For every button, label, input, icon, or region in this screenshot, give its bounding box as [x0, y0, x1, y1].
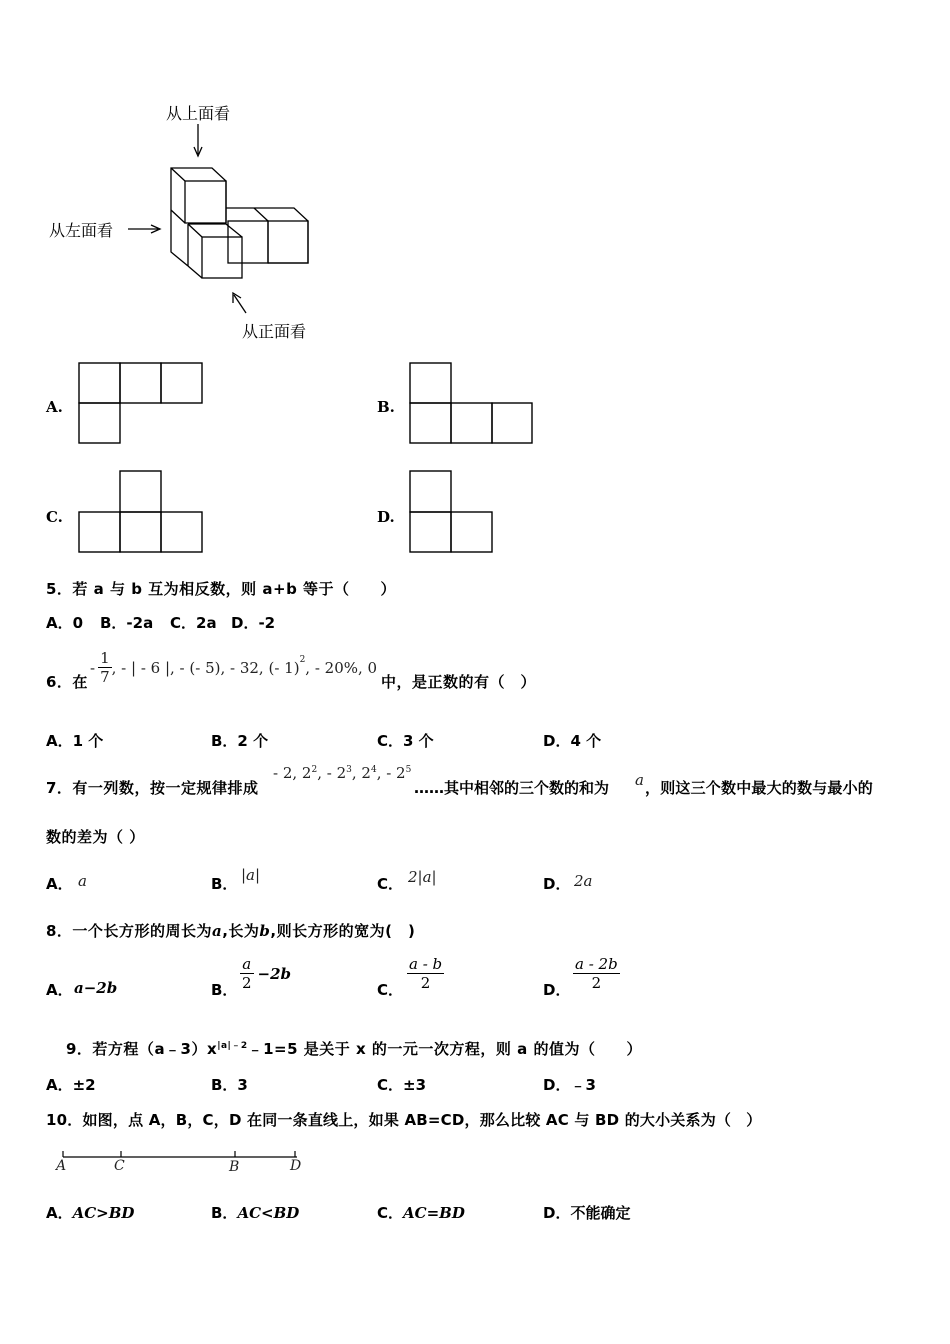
- q7-seq-3: , 2: [351, 764, 371, 782]
- q8-option-b-num: a: [242, 955, 252, 973]
- q4-option-c-letter: C.: [46, 508, 63, 526]
- q4-option-d-letter: D.: [377, 508, 395, 526]
- q9-stem-1: 9．若方程（a﹣3）x: [66, 1040, 218, 1058]
- q5-stem: 5．若 a 与 b 互为相反数，则 a+b 等于（ ）: [46, 580, 397, 598]
- q10-option-b-value: AC<BD: [237, 1204, 300, 1222]
- q10-option-b-letter: B．: [211, 1204, 238, 1222]
- q7-seq-exp-1: 2: [311, 765, 318, 775]
- q10-point-d: D: [290, 1158, 302, 1174]
- q8-stem-2: ,长为: [222, 922, 260, 940]
- q5-option-a: A．0: [46, 614, 84, 632]
- q6-option-d: D．4 个: [543, 732, 602, 750]
- q7-var-a: a: [635, 771, 644, 789]
- q6-frac-num: 1: [100, 649, 110, 667]
- left-view-label: 从左面看: [49, 221, 114, 240]
- q9-option-b: B．3: [211, 1076, 248, 1094]
- q10-stem: 10．如图，点 A，B，C，D 在同一条直线上，如果 AB=CD，那么比较 AC 与 BD 的大小关系为（ ）: [46, 1111, 762, 1129]
- q6-suffix: 中，是正数的有（ ）: [381, 673, 537, 691]
- q8-option-c-den: 2: [407, 973, 444, 992]
- q6-prefix: 6．在: [46, 673, 88, 691]
- q8-option-c-letter: C．: [377, 981, 404, 999]
- q6-option-b: B．2 个: [211, 732, 269, 750]
- q7-seq-exp-4: 5: [405, 765, 412, 775]
- q10-option-c-value: AC=BD: [403, 1204, 465, 1222]
- q7-suffix: ，则这三个数中最大的数与最小的: [645, 779, 874, 797]
- q7-prefix: 7．有一列数，按一定规律排成: [46, 779, 259, 797]
- q7-option-a-value: a: [78, 872, 87, 890]
- q6-option-a: A．1 个: [46, 732, 104, 750]
- q6-exp: 2: [299, 654, 306, 665]
- q9-exp: |a|﹣2: [217, 1041, 248, 1051]
- q6-frac-sign: -: [90, 658, 96, 677]
- q10-point-a: A: [56, 1158, 67, 1174]
- q7-option-b-value: |a|: [241, 866, 261, 884]
- q10-option-c: [377, 1202, 465, 1223]
- q10-option-d: D．不能确定: [543, 1204, 631, 1222]
- q4-option-a-letter: A.: [46, 398, 63, 416]
- q7-seq-exp-2: 3: [346, 765, 352, 775]
- q8-option-a-value: a−2b: [74, 979, 118, 997]
- q7-seq-exp-3: 4: [370, 765, 377, 775]
- q10-point-b: B: [229, 1159, 240, 1175]
- q9-option-c: C．±3: [377, 1076, 427, 1094]
- q8-option-d-letter: D．: [543, 981, 571, 999]
- q7-line2: 数的差为（ ）: [46, 828, 145, 846]
- q7-option-d-value: 2a: [574, 872, 593, 890]
- q10-option-a-letter: A．: [46, 1204, 73, 1222]
- q7-option-a-letter: A．: [46, 875, 73, 893]
- q7-option-c-value: 2|a|: [408, 868, 437, 886]
- q6-list: , - | - 6 |, - (- 5), - 32, (- 1): [111, 658, 300, 677]
- q5-option-d: D．-2: [231, 614, 276, 632]
- q8-option-c-num: a - b: [409, 955, 443, 973]
- q10-option-c-letter: C．: [377, 1204, 404, 1222]
- q8-stem-3: ,则长方形的宽为( ): [270, 922, 416, 940]
- q9-stem-2: ﹣1=5 是关于 x 的一元一次方程，则 a 的值为（ ）: [247, 1040, 642, 1058]
- q5-option-c: C．2a: [170, 614, 217, 632]
- q10-option-b: [211, 1202, 299, 1223]
- q6-frac-den: 7: [100, 668, 110, 686]
- q8-option-d-den: 2: [573, 973, 620, 992]
- q10-option-a: [46, 1202, 134, 1223]
- q8-option-d-num: a - 2b: [575, 955, 618, 973]
- q8-var-b: b: [259, 922, 271, 940]
- q7-middle: ……其中相邻的三个数的和为: [414, 779, 610, 797]
- q7-seq-4: , - 2: [376, 764, 406, 782]
- q8-stem-1: 8．一个长方形的周长为: [46, 922, 212, 940]
- q7-option-b-letter: B．: [211, 875, 238, 893]
- q10-option-a-value: AC>BD: [72, 1204, 135, 1222]
- q7-option-c-letter: C．: [377, 875, 404, 893]
- q5-option-b: B．-2a: [100, 614, 154, 632]
- q6-list-end: , - 20%, 0: [305, 658, 378, 677]
- front-view-label: 从正面看: [242, 322, 307, 341]
- q7-option-d-letter: D．: [543, 875, 571, 893]
- q6-option-c: C．3 个: [377, 732, 434, 750]
- q8-option-b-den: 2: [242, 974, 252, 992]
- q8-option-b-letter: B．: [211, 981, 238, 999]
- top-view-label: 从上面看: [166, 104, 231, 123]
- q9-option-d: D．﹣3: [543, 1076, 596, 1094]
- q7-seq-1: - 2, 2: [273, 764, 312, 782]
- q9-option-a: A．±2: [46, 1076, 96, 1094]
- q7-seq-2: , - 2: [317, 764, 347, 782]
- q4-option-b-letter: B.: [377, 398, 395, 416]
- q8-option-b-tail: −2b: [257, 964, 292, 983]
- q8-var-a: a: [211, 922, 223, 940]
- q10-point-c: C: [114, 1158, 125, 1174]
- q8-option-a-letter: A．: [46, 981, 73, 999]
